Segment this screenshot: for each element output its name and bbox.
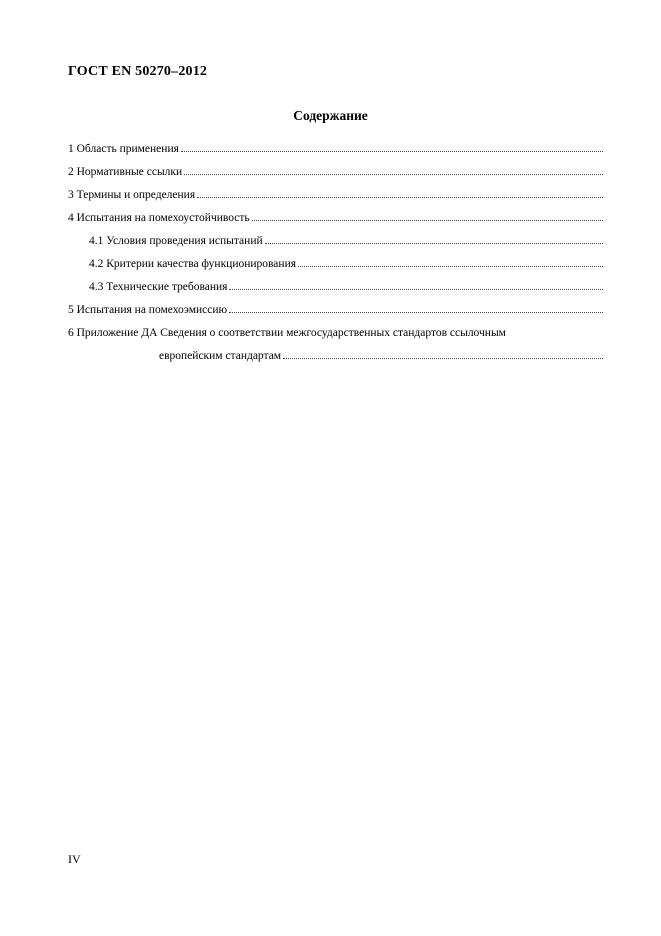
document-header: ГОСТ EN 50270–2012: [68, 64, 208, 79]
toc-item-label: 4.2 Критерии качества функционирования: [89, 255, 298, 273]
page-number: IV: [68, 852, 81, 866]
toc-leader-dots: [184, 173, 603, 175]
toc-item-label: 6 Приложение ДА Сведения о соответствии межгосударственных стандартов ссылочным: [68, 327, 506, 339]
toc-leader-dots: [283, 357, 603, 359]
toc-leader-dots: [229, 311, 603, 313]
toc-item-continuation[interactable]: [68, 347, 603, 370]
toc-item-label: 3 Термины и определения: [68, 186, 197, 204]
toc-subitem[interactable]: [68, 232, 603, 255]
toc-leader-dots: [298, 265, 603, 267]
toc-item-label: европейским стандартам: [159, 347, 283, 365]
toc-title: Содержание: [293, 108, 368, 123]
toc-subitem[interactable]: [68, 278, 603, 301]
table-of-contents: [68, 140, 603, 370]
toc-item[interactable]: [68, 324, 603, 347]
toc-item-label: 5 Испытания на помехоэмиссию: [68, 301, 229, 319]
toc-leader-dots: [181, 150, 603, 152]
toc-item[interactable]: [68, 163, 603, 186]
toc-item-label: 4.1 Условия проведения испытаний: [89, 232, 265, 250]
toc-subitem[interactable]: [68, 255, 603, 278]
toc-leader-dots: [252, 219, 603, 221]
toc-item[interactable]: [68, 301, 603, 324]
toc-leader-dots: [229, 288, 603, 290]
toc-leader-dots: [197, 196, 603, 198]
toc-item-label: 4.3 Технические требования: [89, 278, 229, 296]
toc-item[interactable]: [68, 209, 603, 232]
toc-item-label: 1 Область применения: [68, 140, 181, 158]
toc-item-label: 2 Нормативные ссылки: [68, 163, 184, 181]
toc-item[interactable]: [68, 140, 603, 163]
toc-item-label: 4 Испытания на помехоустойчивость: [68, 209, 252, 227]
toc-leader-dots: [265, 242, 603, 244]
toc-item[interactable]: [68, 186, 603, 209]
